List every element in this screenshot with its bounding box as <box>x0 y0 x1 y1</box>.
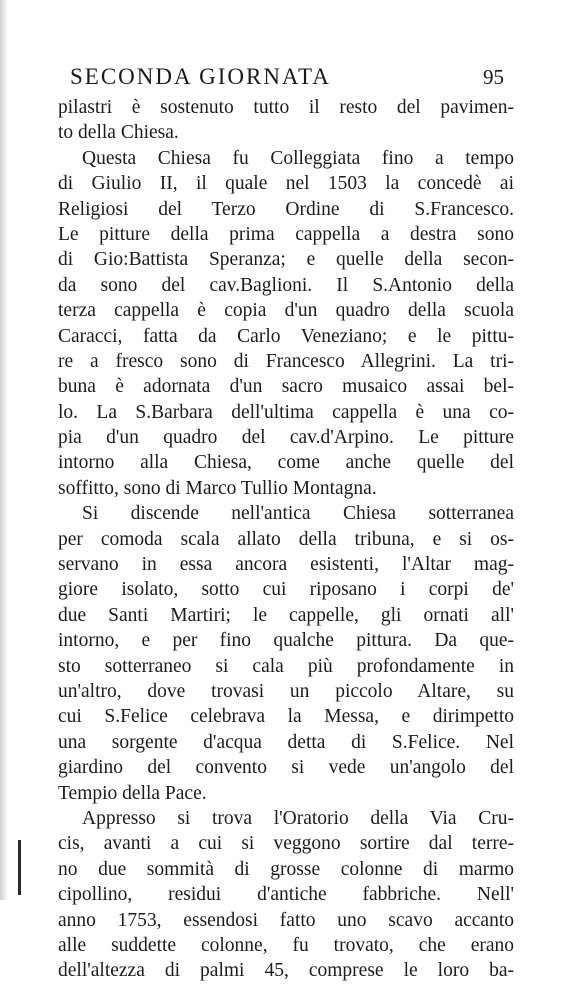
text-line: Religiosi del Terzo Ordine di S.Francesco. <box>58 198 514 220</box>
text-line: cipollino, residui d'antiche fabbriche. Nell' <box>58 884 514 906</box>
text-line: lo. La S.Barbara dell'ultima cappella è una co- <box>58 401 514 423</box>
text-line: da sono del cav.Baglioni. Il S.Antonio della <box>58 274 514 296</box>
text-line: alle suddette colonne, fu trovato, che erano <box>58 934 514 956</box>
text-line: anno 1753, essendosi fatto uno scavo accanto <box>58 909 514 931</box>
text-line: una sorgente d'acqua detta di S.Felice. Nel <box>58 731 514 753</box>
text-line: di Giulio II, il quale nel 1503 la concedè ai <box>58 173 514 195</box>
text-line: giore isolato, sotto cui riposano i corpi de' <box>58 579 514 601</box>
text-line: Tempio della Pace. <box>58 782 207 804</box>
text-line: di Gio:Battista Speranza; e quelle della secon- <box>58 249 514 271</box>
text-line: cui S.Felice celebrava la Messa, e dirimpetto <box>58 706 514 728</box>
running-head-title: SECONDA GIORNATA <box>70 64 331 89</box>
text-line: Si discende nell'antica Chiesa sotterranea <box>82 503 514 525</box>
text-line: un'altro, dove trovasi un piccolo Altare, su <box>58 680 514 702</box>
text-line: pilastri è sostenuto tutto il resto del pavimen- <box>58 97 514 118</box>
text-line: intorno alla Chiesa, come anche quelle del <box>58 452 514 474</box>
text-line: dell'altezza di palmi 45, comprese le loro ba- <box>58 960 514 982</box>
text-line: intorno, e per fino qualche pittura. Da que- <box>58 630 514 652</box>
body-text <box>58 95 514 984</box>
text-line: servano in essa ancora esistenti, l'Altar mag- <box>58 554 514 576</box>
text-line: no due sommità di grosse colonne di marmo <box>58 858 514 880</box>
text-line: buna è adornata d'un sacro musaico assai bel- <box>58 376 514 398</box>
text-line: to della Chiesa. <box>58 122 179 144</box>
text-line: due Santi Martiri; le cappelle, gli ornati all' <box>58 604 514 626</box>
text-line: Questa Chiesa fu Colleggiata fino a tempo <box>82 147 514 169</box>
binding-edge-mark <box>18 840 21 895</box>
text-line: pia d'un quadro del cav.d'Arpino. Le pitture <box>58 427 514 449</box>
text-line: terza cappella è copia d'un quadro della scuola <box>58 300 514 322</box>
text-line: Le pitture della prima cappella a destra sono <box>58 223 514 245</box>
text-line: sto sotterraneo si cala più profondamente in <box>58 655 514 677</box>
text-line: giardino del convento si vede un'angolo del <box>58 757 514 779</box>
text-line: Appresso si trova l'Oratorio della Via Cru- <box>82 807 514 829</box>
page-number: 95 <box>483 65 504 89</box>
text-line: re a fresco sono di Francesco Allegrini. La tri- <box>58 350 514 372</box>
text-line: Caracci, fatta da Carlo Veneziano; e le pittu- <box>58 325 514 347</box>
text-line: cis, avanti a cui si veggono sortire dal terre- <box>58 833 514 855</box>
page-gutter-shadow <box>0 0 8 900</box>
text-line: soffitto, sono di Marco Tullio Montagna. <box>58 477 377 499</box>
running-header <box>70 64 520 94</box>
text-line: per comoda scala allato della tribuna, e si os- <box>58 528 514 550</box>
